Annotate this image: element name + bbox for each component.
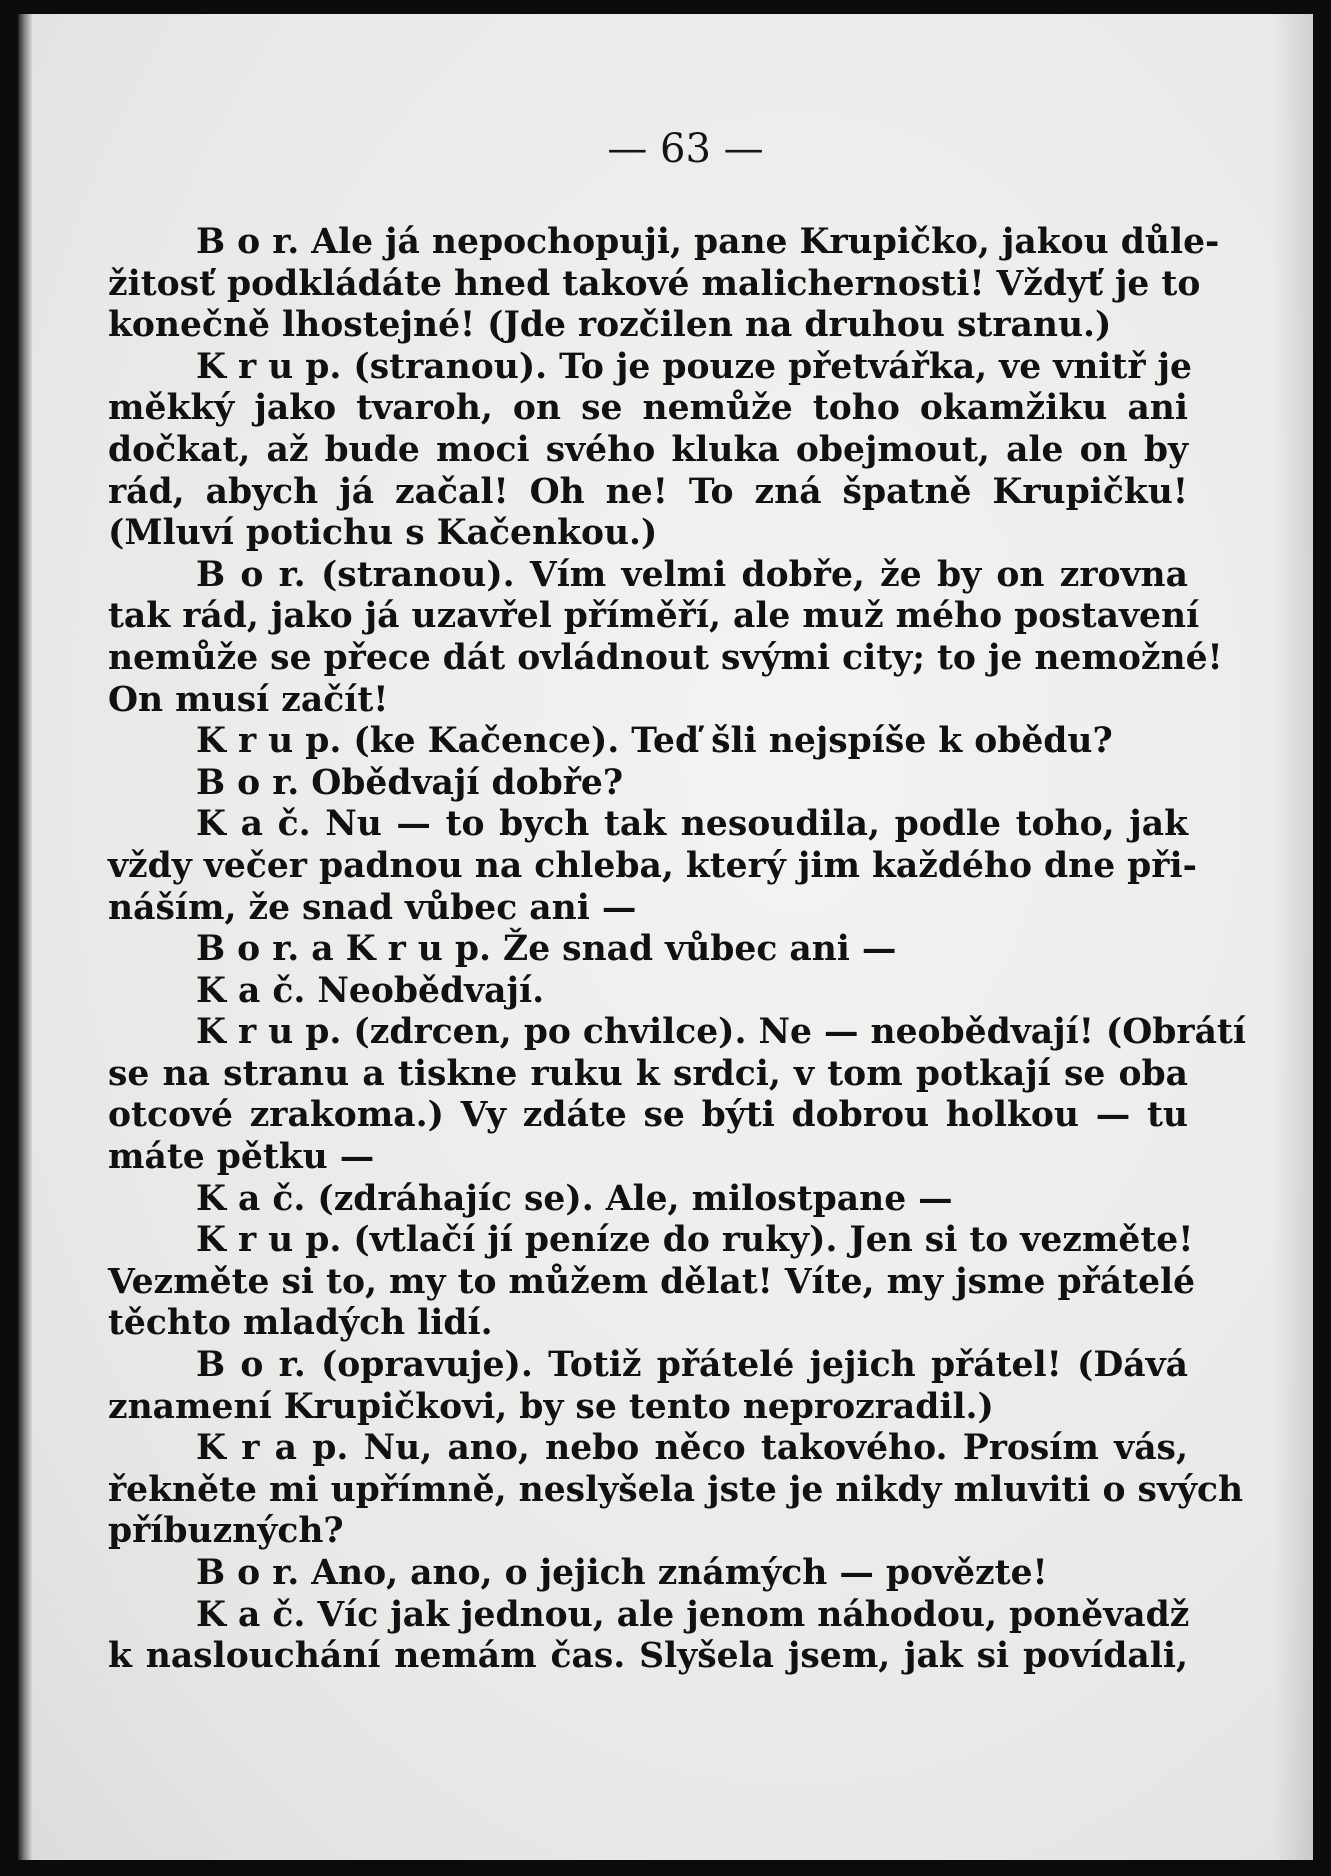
- text-line: K r u p. (vtlačí jí peníze do ruky). Jen si to vezměte!: [196, 1220, 1194, 1261]
- text-line: B o r. a K r u p. Že snad vůbec ani —: [196, 929, 897, 970]
- text-line: K r u p. (stranou). To je pouze přetvářka, ve vnitř je: [196, 346, 1192, 387]
- text-line: se na stranu a tiskne ruku k srdci, v tom potkají se oba: [108, 1053, 1188, 1094]
- text-line: žitosť podkládáte hned takové malichernosti! Vždyť je to: [108, 263, 1201, 304]
- text-line: K r a p. Nu, ano, nebo něco takového. Prosím vás,: [196, 1428, 1188, 1469]
- text-line: K r u p. (ke Kačence). Teď šli nejspíše k obědu?: [196, 721, 1113, 762]
- text-line: B o r. (stranou). Vím velmi dobře, že by on zrovna: [196, 554, 1188, 595]
- text-line: konečně lhostejné! (Jde rozčilen na druhou stranu.): [108, 305, 1112, 346]
- text-line: K a č. Víc jak jednou, ale jenom náhodou, poněvadž: [196, 1594, 1190, 1635]
- text-line: K r u p. (zdrcen, po chvilce). Ne — neobědvají! (Obrátí: [196, 1012, 1246, 1053]
- text-line: náším, že snad vůbec ani —: [108, 887, 637, 928]
- text-line: Vezměte si to, my to můžem dělat! Víte, my jsme přátelé: [108, 1261, 1196, 1302]
- text-line: B o r. Obědvají dobře?: [196, 762, 624, 803]
- text-line: znamení Krupičkovi, by se tento neprozradil.): [108, 1386, 994, 1427]
- text-line: K a č. Neobědvají.: [196, 970, 545, 1011]
- text-line: příbuzných?: [108, 1511, 344, 1552]
- text-line: B o r. (opravuje). Totiž přátelé jejich přátel! (Dává: [196, 1345, 1188, 1386]
- text-line: řekněte mi upřímně, neslyšela jste je nikdy mluviti o svých: [108, 1469, 1244, 1510]
- text-line: dočkat, až bude moci svého kluka obejmout, ale on by: [108, 429, 1188, 470]
- text-line: těchto mladých lidí.: [108, 1303, 493, 1344]
- text-line: k naslouchání nemám čas. Slyšela jsem, jak si povídali,: [108, 1636, 1188, 1677]
- text-line: rád, abych já začal! Oh ne! To zná špatně Krupičku!: [108, 471, 1188, 512]
- text-line: B o r. Ano, ano, o jejich známých — povězte!: [196, 1553, 1048, 1593]
- body-text: [108, 222, 1246, 1678]
- page-spine-shadow: [18, 14, 32, 1860]
- text-line: nemůže se přece dát ovládnout svými city; to je nemožné!: [108, 637, 1223, 678]
- text-line: máte pětku —: [108, 1137, 375, 1178]
- text-line: měkký jako tvaroh, on se nemůže toho okamžiku ani: [108, 388, 1188, 429]
- book-page: [18, 14, 1313, 1860]
- text-line: otcové zrakoma.) Vy zdáte se býti dobrou holkou — tu: [108, 1095, 1188, 1136]
- page-edge-shadow: [1273, 14, 1313, 1860]
- text-line: K a č. Nu — to bych tak nesoudila, podle toho, jak: [196, 804, 1188, 845]
- text-line: vždy večer padnou na chleba, který jim každého dne při-: [108, 845, 1197, 886]
- text-line: tak rád, jako já uzavřel příměří, ale muž mého postavení: [108, 596, 1200, 637]
- text-line: (Mluví potichu s Kačenkou.): [108, 513, 658, 554]
- text-line: On musí začít!: [108, 679, 389, 720]
- text-line: K a č. (zdráhajíc se). Ale, milostpane —: [196, 1178, 953, 1219]
- page-number: — 63 —: [607, 126, 764, 172]
- text-line: B o r. Ale já nepochopuji, pane Krupičko, jakou důle-: [196, 222, 1220, 262]
